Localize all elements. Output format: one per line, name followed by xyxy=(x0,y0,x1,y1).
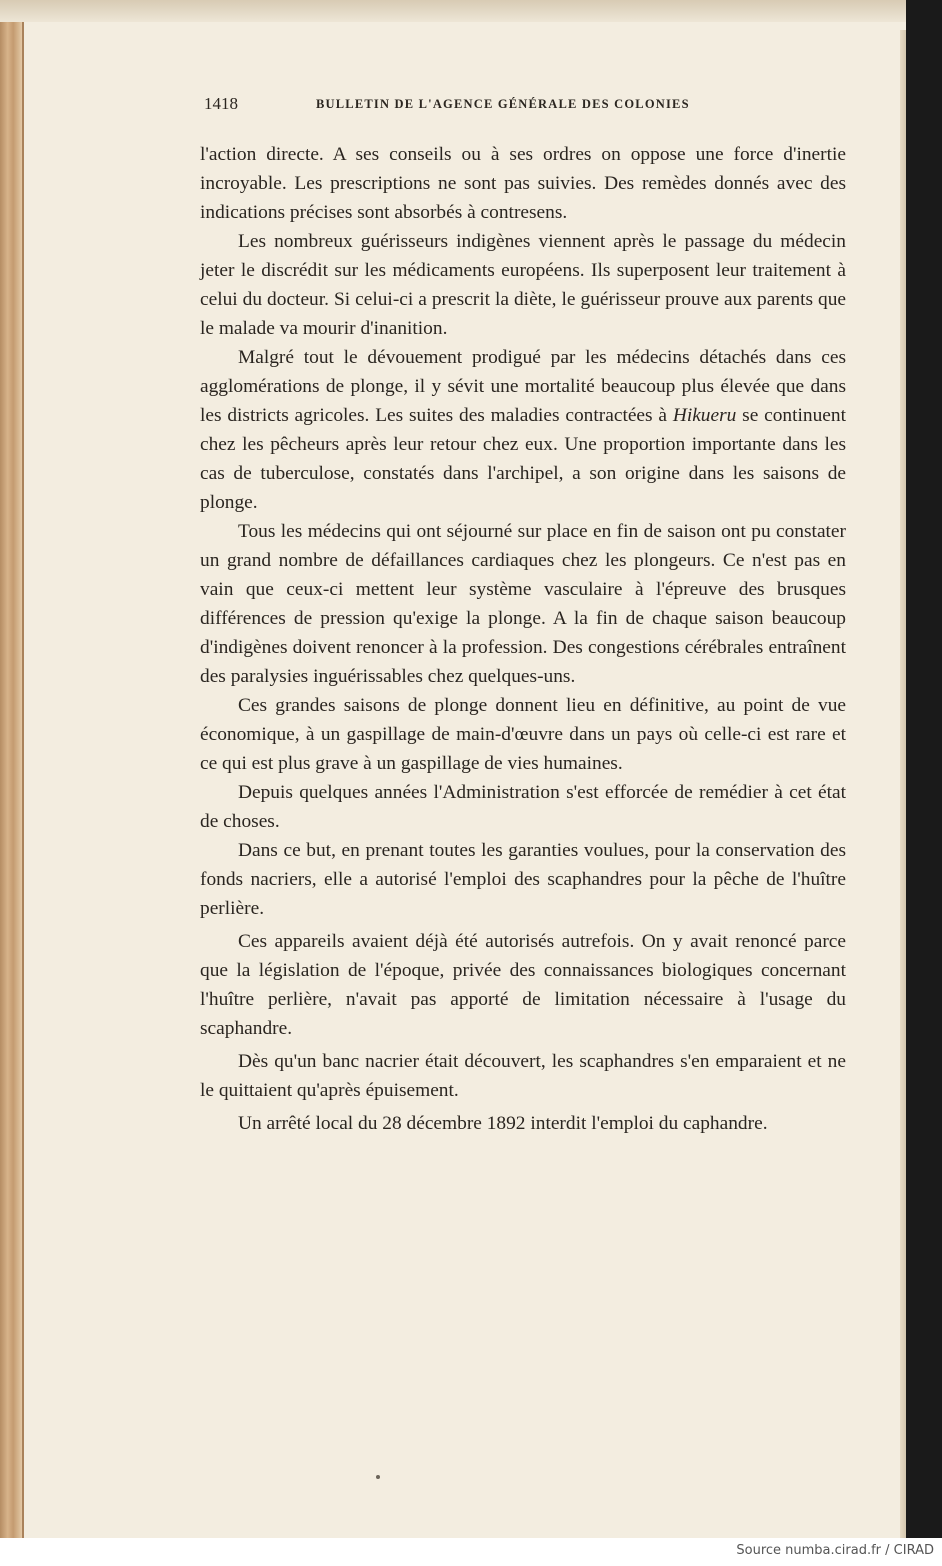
paragraph-4: Tous les médecins qui ont séjourné sur place en fin de saison ont pu constater un grand nombre de défaillances cardiaques chez les plongeurs. Ce n'est pas en vain que ceux-ci mettent leur système vasculaire à l'épreuve des brusques différences de pression qu'exige la plonge. A la fin de chaque saison beaucoup d'indigènes doivent renoncer à la profession. Des congestions cérébrales entraînent des paralysies inguérissables chez quelques-uns. xyxy=(200,521,846,687)
source-credit: Source numba.cirad.fr / CIRAD xyxy=(736,1543,934,1558)
running-title: BULLETIN DE L'AGENCE GÉNÉRALE DES COLONIES xyxy=(316,97,690,111)
body-text xyxy=(200,140,846,1138)
paragraph-3-end: se continuent chez les pêcheurs après leur retour chez eux. Une proportion importante dans les cas de tuberculose, constatés dans l'archipel, a son origine dans les saisons de plonge. xyxy=(200,405,846,513)
paragraph-3-start: Malgré tout le dévouement prodigué par les médecins détachés dans ces agglomérations de plonge, il y sévit une mortalité beaucoup plus élevée que dans les districts agricoles. Les suites des maladies contractées à xyxy=(200,347,846,426)
paragraph-7: Dans ce but, en prenant toutes les garanties voulues, pour la conservation des fonds nacriers, elle a autorisé l'emploi des scaphandres pour la pêche de l'huître perlière. xyxy=(200,840,846,919)
scan-border xyxy=(906,0,942,1538)
place-name-italic: Hikueru xyxy=(672,405,737,426)
paragraph-9: Dès qu'un banc nacrier était découvert, les scaphandres s'en emparaient et ne le quittaient qu'après épuisement. xyxy=(200,1051,846,1101)
paragraph-1: l'action directe. A ses conseils ou à ses ordres on oppose une force d'inertie incroyable. Les prescriptions ne sont pas suivies. Des remèdes donnés avec des indications précises sont absorbés à contresens. xyxy=(200,144,846,223)
paragraph-8: Ces appareils avaient déjà été autorisés autrefois. On y avait renoncé parce que la législation de l'époque, privée des connaissances biologiques concernant l'huître perlière, n'avait pas apporté de limitation nécessaire à l'usage du scaphandre. xyxy=(200,931,846,1039)
paragraph-5: Ces grandes saisons de plonge donnent lieu en définitive, au point de vue économique, à un gaspillage de main-d'œuvre dans un pays où celle-ci est rare et ce qui est plus grave à un gaspillage de vies humaines. xyxy=(200,695,846,774)
paragraph-2: Les nombreux guérisseurs indigènes viennent après le passage du médecin jeter le discrédit sur les médicaments européens. Ils superposent leur traitement à celui du docteur. Si celui-ci a prescrit la diète, le guérisseur prouve aux parents que le malade va mourir d'inanition. xyxy=(200,231,846,339)
spine-edge xyxy=(22,22,24,1538)
paragraph-10: Un arrêté local du 28 décembre 1892 interdit l'emploi du caphandre. xyxy=(238,1113,768,1134)
page-header xyxy=(204,94,844,116)
page-number: 1418 xyxy=(204,94,238,113)
paragraph-6: Depuis quelques années l'Administration s'est efforcée de remédier à cet état de choses. xyxy=(200,782,846,832)
paragraph-3 xyxy=(200,343,846,517)
page-mark-dot xyxy=(376,1475,380,1479)
book-spine xyxy=(0,22,22,1538)
top-shadow xyxy=(0,0,942,24)
